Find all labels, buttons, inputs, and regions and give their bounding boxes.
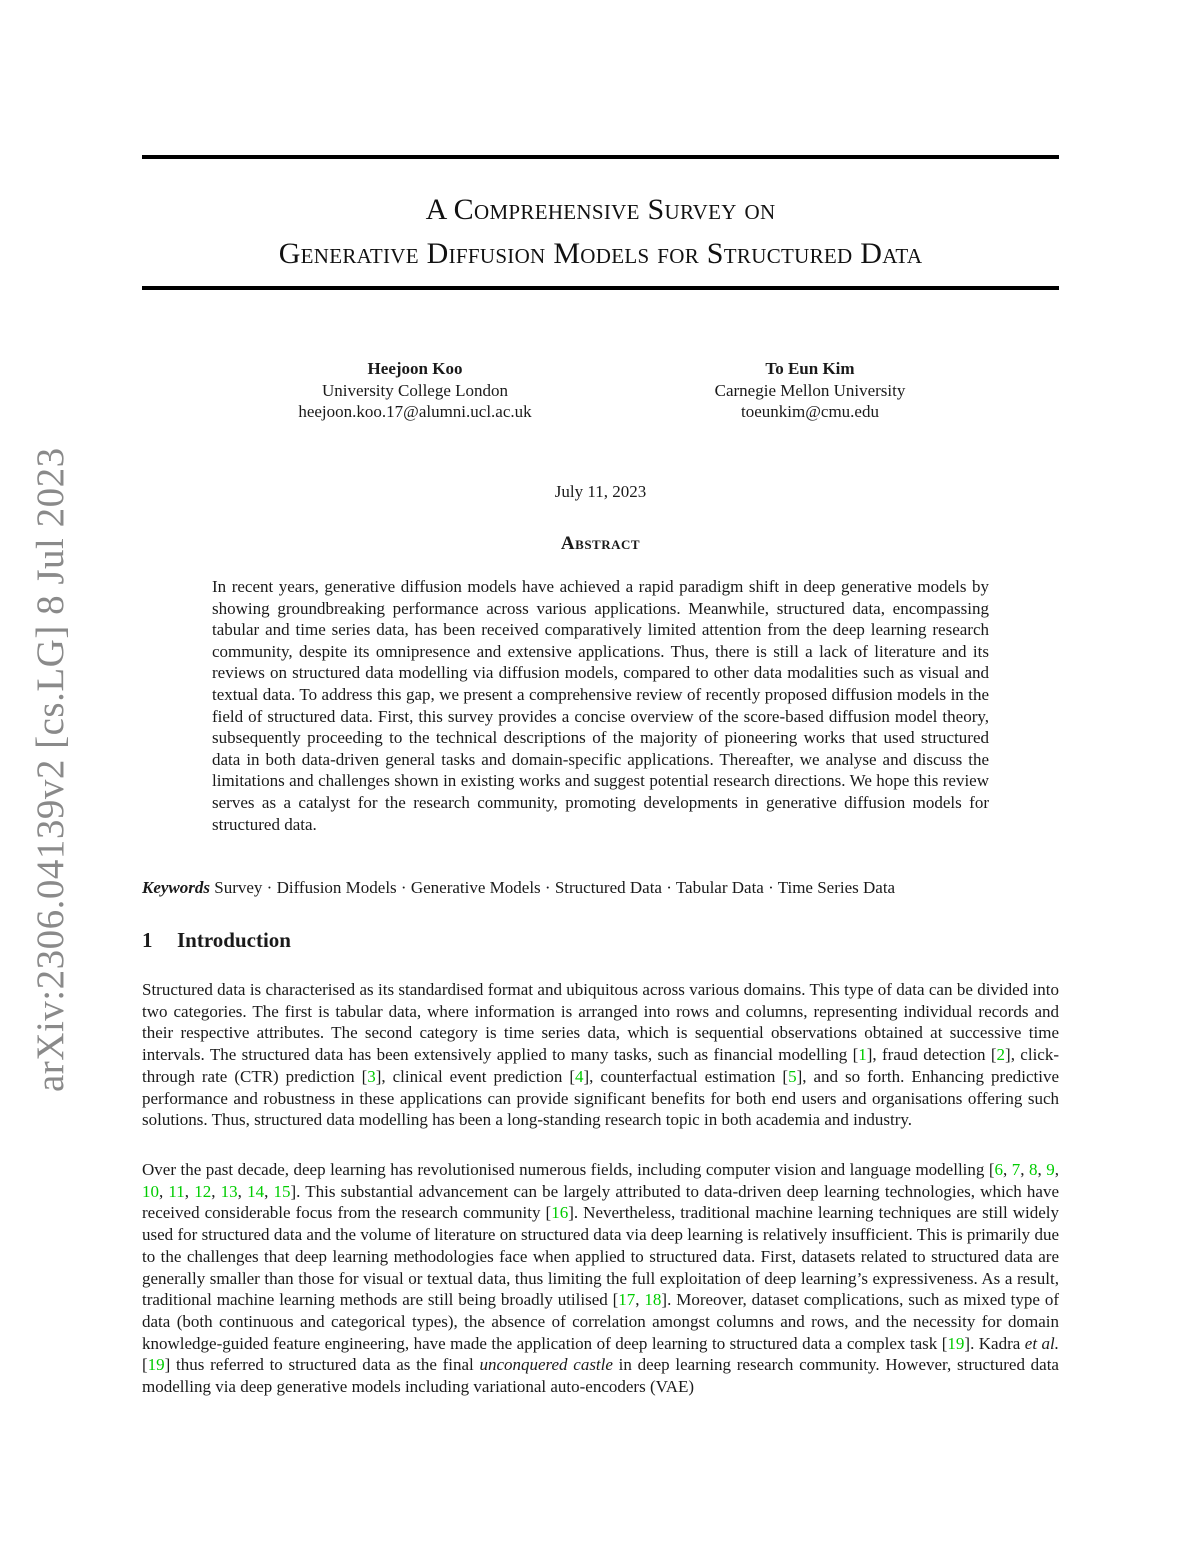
text-run: ], clinical event prediction [ [375, 1066, 576, 1086]
intro-paragraph-1 [142, 979, 1059, 1131]
author-block-2 [620, 358, 1000, 423]
et-al: et al. [1024, 1333, 1059, 1353]
citation-link[interactable]: 19 [947, 1333, 965, 1353]
citation-link[interactable]: 10 [142, 1181, 159, 1201]
citation-link[interactable]: 14 [247, 1181, 265, 1201]
text-run: ], counterfactual estimation [ [583, 1066, 789, 1086]
author-affiliation: Carnegie Mellon University [714, 380, 906, 400]
citation-link[interactable]: 18 [644, 1290, 662, 1310]
text-run: ]. Kadra [964, 1333, 1025, 1353]
text-run: [ [142, 1355, 148, 1375]
citation-link[interactable]: 19 [147, 1355, 165, 1375]
keywords-text: Survey · Diffusion Models · Generative Models · Structured Data · Tabular Data · Time Series Data [214, 878, 896, 897]
abstract-heading: Abstract [560, 533, 641, 554]
citation-link[interactable]: 6 [994, 1160, 1004, 1179]
citation-link[interactable]: 11 [168, 1181, 185, 1201]
citation-link[interactable]: 9 [1046, 1160, 1055, 1179]
citation-link[interactable]: 1 [858, 1045, 867, 1065]
section-title: Introduction [177, 928, 291, 952]
text-run: ], and so forth. Enhancing predictive performance and robustness in these applications can provide significant benefits for both end users and organisations offering such solutions. Thus, structured data modelling has been a long-standing research topic in both academia and industry. [142, 1066, 1060, 1130]
author-name: Heejoon Koo [367, 359, 463, 378]
arxiv-stamp: arXiv:2306.04139v2 [cs.LG] 8 Jul 2023 [29, 447, 72, 1092]
citation-link[interactable]: 13 [220, 1181, 238, 1201]
citation-link[interactable]: 8 [1029, 1160, 1038, 1179]
author-email[interactable]: heejoon.koo.17@alumni.ucl.ac.uk [298, 402, 532, 421]
emphasis-text: unconquered castle [479, 1355, 613, 1375]
intro-paragraph-2: Over the past decade, deep learning has revolutionised numerous fields, including computer vision and language modelling [6, 7, 8, 9, 10, 11, 12, 13, 14, 15]. This substantial advancement can be largely attributed to data-driven deep learning technologies, which have received considerable focus from the research community [16]. Nevertheless, traditional machine learning techniques are still widely used for structured data and the volume of literature on structured data via deep learning is relatively insufficient. This is primarily due to the challenges that deep learning methodologies face when applied to structured data. First, datasets related to structured data are generally smaller than those for visual or textual data, thus limiting the full exploitation of deep learning’s expressiveness. As a result, traditional machine learning methods are still being broadly utilised [17, 18]. Moreover, dataset complications, such as mixed type of data (both continuous and categorical types), the absence of correlation amongst columns and rows, and the necessity for domain knowledge-guided feature engineering, have made the application of deep learning to structured data a complex task [19]. Kadra et al. [19] thus referred to structured data as the final unconquered castle in deep learning research community. However, structured data modelling via deep generative models including variational auto-encoders (VAE) [142, 1160, 1059, 1397]
text-run: Over the past decade, deep learning has revolutionised numerous fields, including computer vision and language modelling [ [142, 1160, 995, 1179]
section-number: 1 [142, 928, 153, 952]
citation-link[interactable]: 5 [788, 1066, 797, 1086]
citation-link[interactable]: 12 [194, 1181, 212, 1201]
text-run: ] thus referred to structured data as the final [164, 1355, 480, 1375]
author-affiliation: University College London [321, 380, 509, 400]
text-run: in deep learning research community. However, structured data modelling via deep generative models including variational auto-encoders (VAE) [142, 1355, 1059, 1397]
citation-link[interactable]: 3 [367, 1066, 376, 1086]
citation-link[interactable]: 2 [996, 1045, 1006, 1065]
text-run: ], fraud detection [ [866, 1045, 997, 1065]
citation-link[interactable]: 16 [551, 1203, 569, 1223]
text-run: Structured data is characterised as its standardised format and ubiquitous across various domains. This type of data can be divided into two categories. The first is tabular data, where information is arranged into rows and columns, representing individual records and their respective attributes. The second category is time series data, which is sequential observations obtained at successive time intervals. The structured data has been extensively applied to many tasks, such as financial modelling [ [142, 980, 1059, 1065]
text-run: ]. Moreover, dataset complications, such as mixed type of data (both continuous and categorical types), the absence of correlation amongst columns and rows, and the necessity for domain knowledge-guided feature engineering, have made the application of deep learning to structured data a complex task [ [142, 1290, 1059, 1353]
citation-link[interactable]: 17 [618, 1290, 636, 1310]
title-rule-bottom [142, 286, 1059, 290]
text-run: , [635, 1290, 645, 1310]
title-line-2: Generative Diffusion Models for Structured Data [278, 237, 923, 270]
citation-link[interactable]: 15 [273, 1181, 291, 1201]
paper-title [142, 188, 1059, 276]
author-block-1 [225, 358, 605, 423]
text-run: ]. This substantial advancement can be largely attributed to data-driven deep learning technologies, which have received considerable focus from the research community [ [142, 1181, 1059, 1223]
section-heading [142, 928, 291, 953]
title-rule-top [142, 155, 1059, 159]
title-line-1: A Comprehensive Survey on [425, 193, 776, 226]
author-email[interactable]: toeunkim@cmu.edu [741, 402, 879, 421]
paper-date: July 11, 2023 [554, 482, 647, 501]
citation-link[interactable]: 4 [575, 1066, 584, 1086]
abstract-body: In recent years, generative diffusion models have achieved a rapid paradigm shift in deep generative models by showing groundbreaking performance across various applications. Meanwhile, structured data, encompassing tabular and time series data, has been received comparatively limited attention from the deep learning research community, despite its omnipresence and extensive applications. Thus, there is still a lack of literature and its reviews on structured data modelling via diffusion models, compared to other data modalities such as visual and textual data. To address this gap, we present a comprehensive review of recently proposed diffusion models in the field of structured data. First, this survey provides a concise overview of the score-based diffusion model theory, subsequently proceeding to the technical descriptions of the majority of pioneering works that used structured data in both data-driven general tasks and domain-specific applications. Thereafter, we analyse and discuss the limitations and challenges shown in existing works and suggest potential research directions. We hope this review serves as a catalyst for the research community, promoting developments in generative diffusion models for structured data. [212, 577, 989, 834]
citation-link[interactable]: 7 [1011, 1160, 1021, 1179]
keywords-label: Keywords [142, 878, 210, 897]
author-name: To Eun Kim [765, 359, 855, 378]
text-run: ]. Nevertheless, traditional machine learning techniques are still widely used for structured data and the volume of literature on structured data via deep learning is relatively insufficient. This is primarily due to the challenges that deep learning methodologies face when applied to structured data. First, datasets related to structured data are generally smaller than those for visual or textual data, thus limiting the full exploitation of deep learning’s expressiveness. As a result, traditional machine learning methods are still being broadly utilised [ [142, 1203, 1059, 1310]
keywords [142, 877, 1059, 898]
text-run: ], click-through rate (CTR) prediction [ [142, 1045, 1060, 1086]
